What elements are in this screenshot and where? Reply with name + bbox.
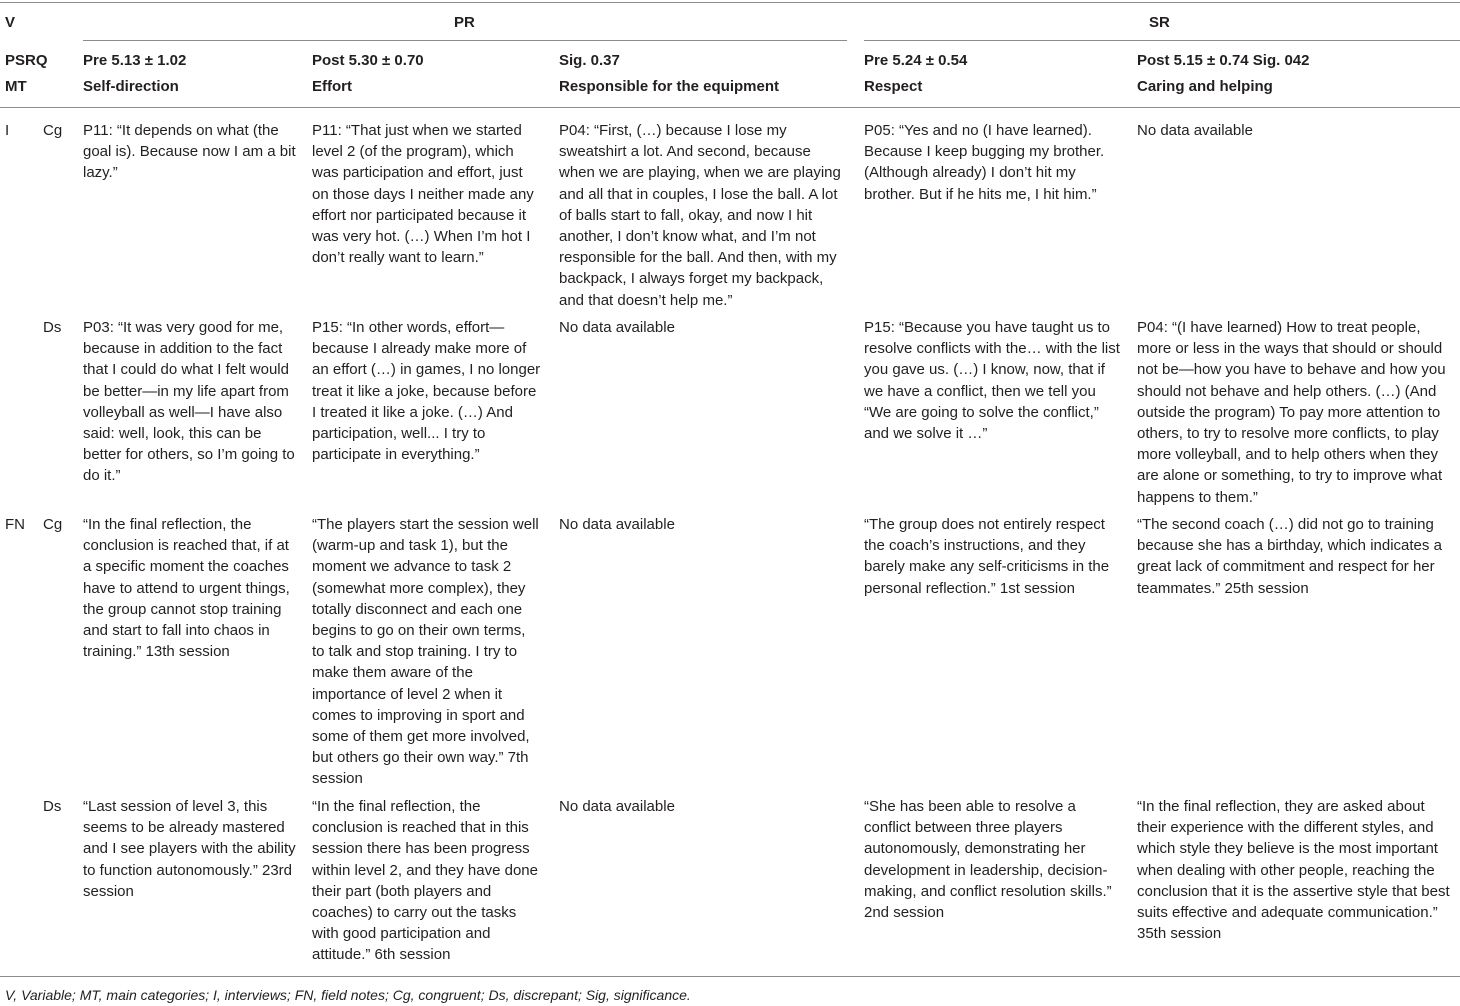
quote-respect: “The group does not entirely respect the coach’s instructions, and they barely make any self-criticisms in the personal reflection.” 1st session: [864, 516, 1110, 597]
category-caring: Caring and helping: [1137, 78, 1273, 95]
source-cell: FN: [5, 516, 25, 533]
quote-effort: “In the final reflection, the conclusion is reached that in this session there has been progress within level 2, and they have done their part (both players and coaches) to carry out the tasks with good participation and attitude.” 6th session: [312, 798, 538, 964]
quote-equipment: No data available: [559, 319, 675, 336]
pr-group-rule: [83, 40, 847, 41]
stat-caring: Post 5.15 ± 0.74 Sig. 042: [1137, 52, 1310, 69]
variable-label: V: [5, 14, 16, 31]
mt-label: MT: [5, 78, 27, 95]
sr-group-rule: [864, 40, 1460, 41]
table-top-rule: [0, 2, 1460, 3]
type-cell: Ds: [43, 798, 62, 815]
quote-caring: P04: “(I have learned) How to treat people, more or less in the ways that should or should not be—how you have to behave and how you should not behave and help others. (…) (And outside the program) To pay more attention to others, to try to resolve more conflicts, to play more volleyball, and to help others when they are alone or something, to try to improve what happens to them.”: [1137, 319, 1446, 506]
type-cell: Ds: [43, 319, 62, 336]
quote-equipment: No data available: [559, 516, 675, 533]
psrq-label: PSRQ: [5, 52, 48, 69]
quote-caring: “In the final reflection, they are asked about their experience with the different styles, and which style they believe is the most important when dealing with other people, reaching the conclusion that it is the assertive style that best suits effective and adequate communication.” 35th session: [1137, 798, 1450, 943]
quote-respect: “She has been able to resolve a conflict between three players autonomously, demonstrating her development in leadership, decision-making, and conflict resolution skills.” 2nd session: [864, 798, 1112, 922]
header-bottom-rule: [0, 107, 1460, 108]
quote-self-direction: P03: “It was very good for me, because in addition to the fact that I could do what I felt would be better—in my life apart from volleyball as well—I have also said: well, look, this can be better for others, so I’m going to do it.”: [83, 319, 295, 485]
category-effort: Effort: [312, 78, 352, 95]
quote-respect: P05: “Yes and no (I have learned). Because I keep bugging my brother. (Although already) I don’t hit my brother. But if he hits me, I hit him.”: [864, 122, 1105, 203]
quote-effort: P15: “In other words, effort—because I already make more of an effort (…) in games, I no longer treat it like a joke, because before I treated it like a joke. (…) And participation, well... I try to participate in everything.”: [312, 319, 541, 464]
quote-effort: “The players start the session well (warm-up and task 1), but the moment we advance to task 2 (somewhat more complex), they totally disconnect and each one begins to go on their own terms, to talk and stop training. I try to make them aware of the importance of level 2 when it comes to improving in sport and some of them get more involved, but others go their own way.” 7th session: [312, 516, 539, 788]
type-cell: Cg: [43, 122, 63, 139]
quote-caring: No data available: [1137, 122, 1253, 139]
group-header-pr: PR: [454, 14, 475, 31]
quote-caring: “The second coach (…) did not go to training because she has a birthday, which indicates a great lack of commitment and respect for her teammates.” 25th session: [1137, 516, 1442, 597]
stat-respect: Pre 5.24 ± 0.54: [864, 52, 968, 69]
stat-self-direction: Pre 5.13 ± 1.02: [83, 52, 187, 69]
quote-effort: P11: “That just when we started level 2 (of the program), which was participation and effort, just on those days I neither made any effort nor participated because it was very hot. (…) When I’m hot I don’t really want to learn.”: [312, 122, 534, 267]
quote-self-direction: “Last session of level 3, this seems to be already mastered and I see players with the ability to function autonomously.” 23rd session: [83, 798, 296, 900]
quote-equipment: P04: “First, (…) because I lose my sweatshirt a lot. And second, because when we are playing, when we are playing and all that in couples, I lose the ball. A lot of balls start to fall, okay, and now I hit another, I don’t know what, and I’m not responsible for the ball. And then, with my backpack, I always forget my backpack, and that doesn’t help me.”: [559, 122, 841, 309]
table-bottom-rule: [0, 976, 1460, 977]
quote-self-direction: “In the final reflection, the conclusion is reached that, if at a specific moment the coaches have to attend to urgent things, the group cannot stop training and start to fall into chaos in training.” 13th session: [83, 516, 290, 661]
category-self-direction: Self-direction: [83, 78, 179, 95]
stat-effort: Post 5.30 ± 0.70: [312, 52, 424, 69]
source-cell: I: [5, 122, 10, 139]
group-header-sr: SR: [1149, 14, 1170, 31]
quote-equipment: No data available: [559, 798, 675, 815]
table-footnote: V, Variable; MT, main categories; I, interviews; FN, field notes; Cg, congruent; Ds, discrepant; Sig, significance.: [5, 987, 691, 1003]
category-respect: Respect: [864, 78, 923, 95]
type-cell: Cg: [43, 516, 63, 533]
quote-respect: P15: “Because you have taught us to resolve conflicts with the… with the list you gave us. (…) I know, now, that if we have a conflict, then we tell you “We are going to solve the conflict,” and we solve it …”: [864, 319, 1120, 443]
stat-equipment: Sig. 0.37: [559, 52, 620, 69]
quote-self-direction: P11: “It depends on what (the goal is). Because now I am a bit lazy.”: [83, 122, 296, 182]
category-equipment: Responsible for the equipment: [559, 78, 780, 95]
